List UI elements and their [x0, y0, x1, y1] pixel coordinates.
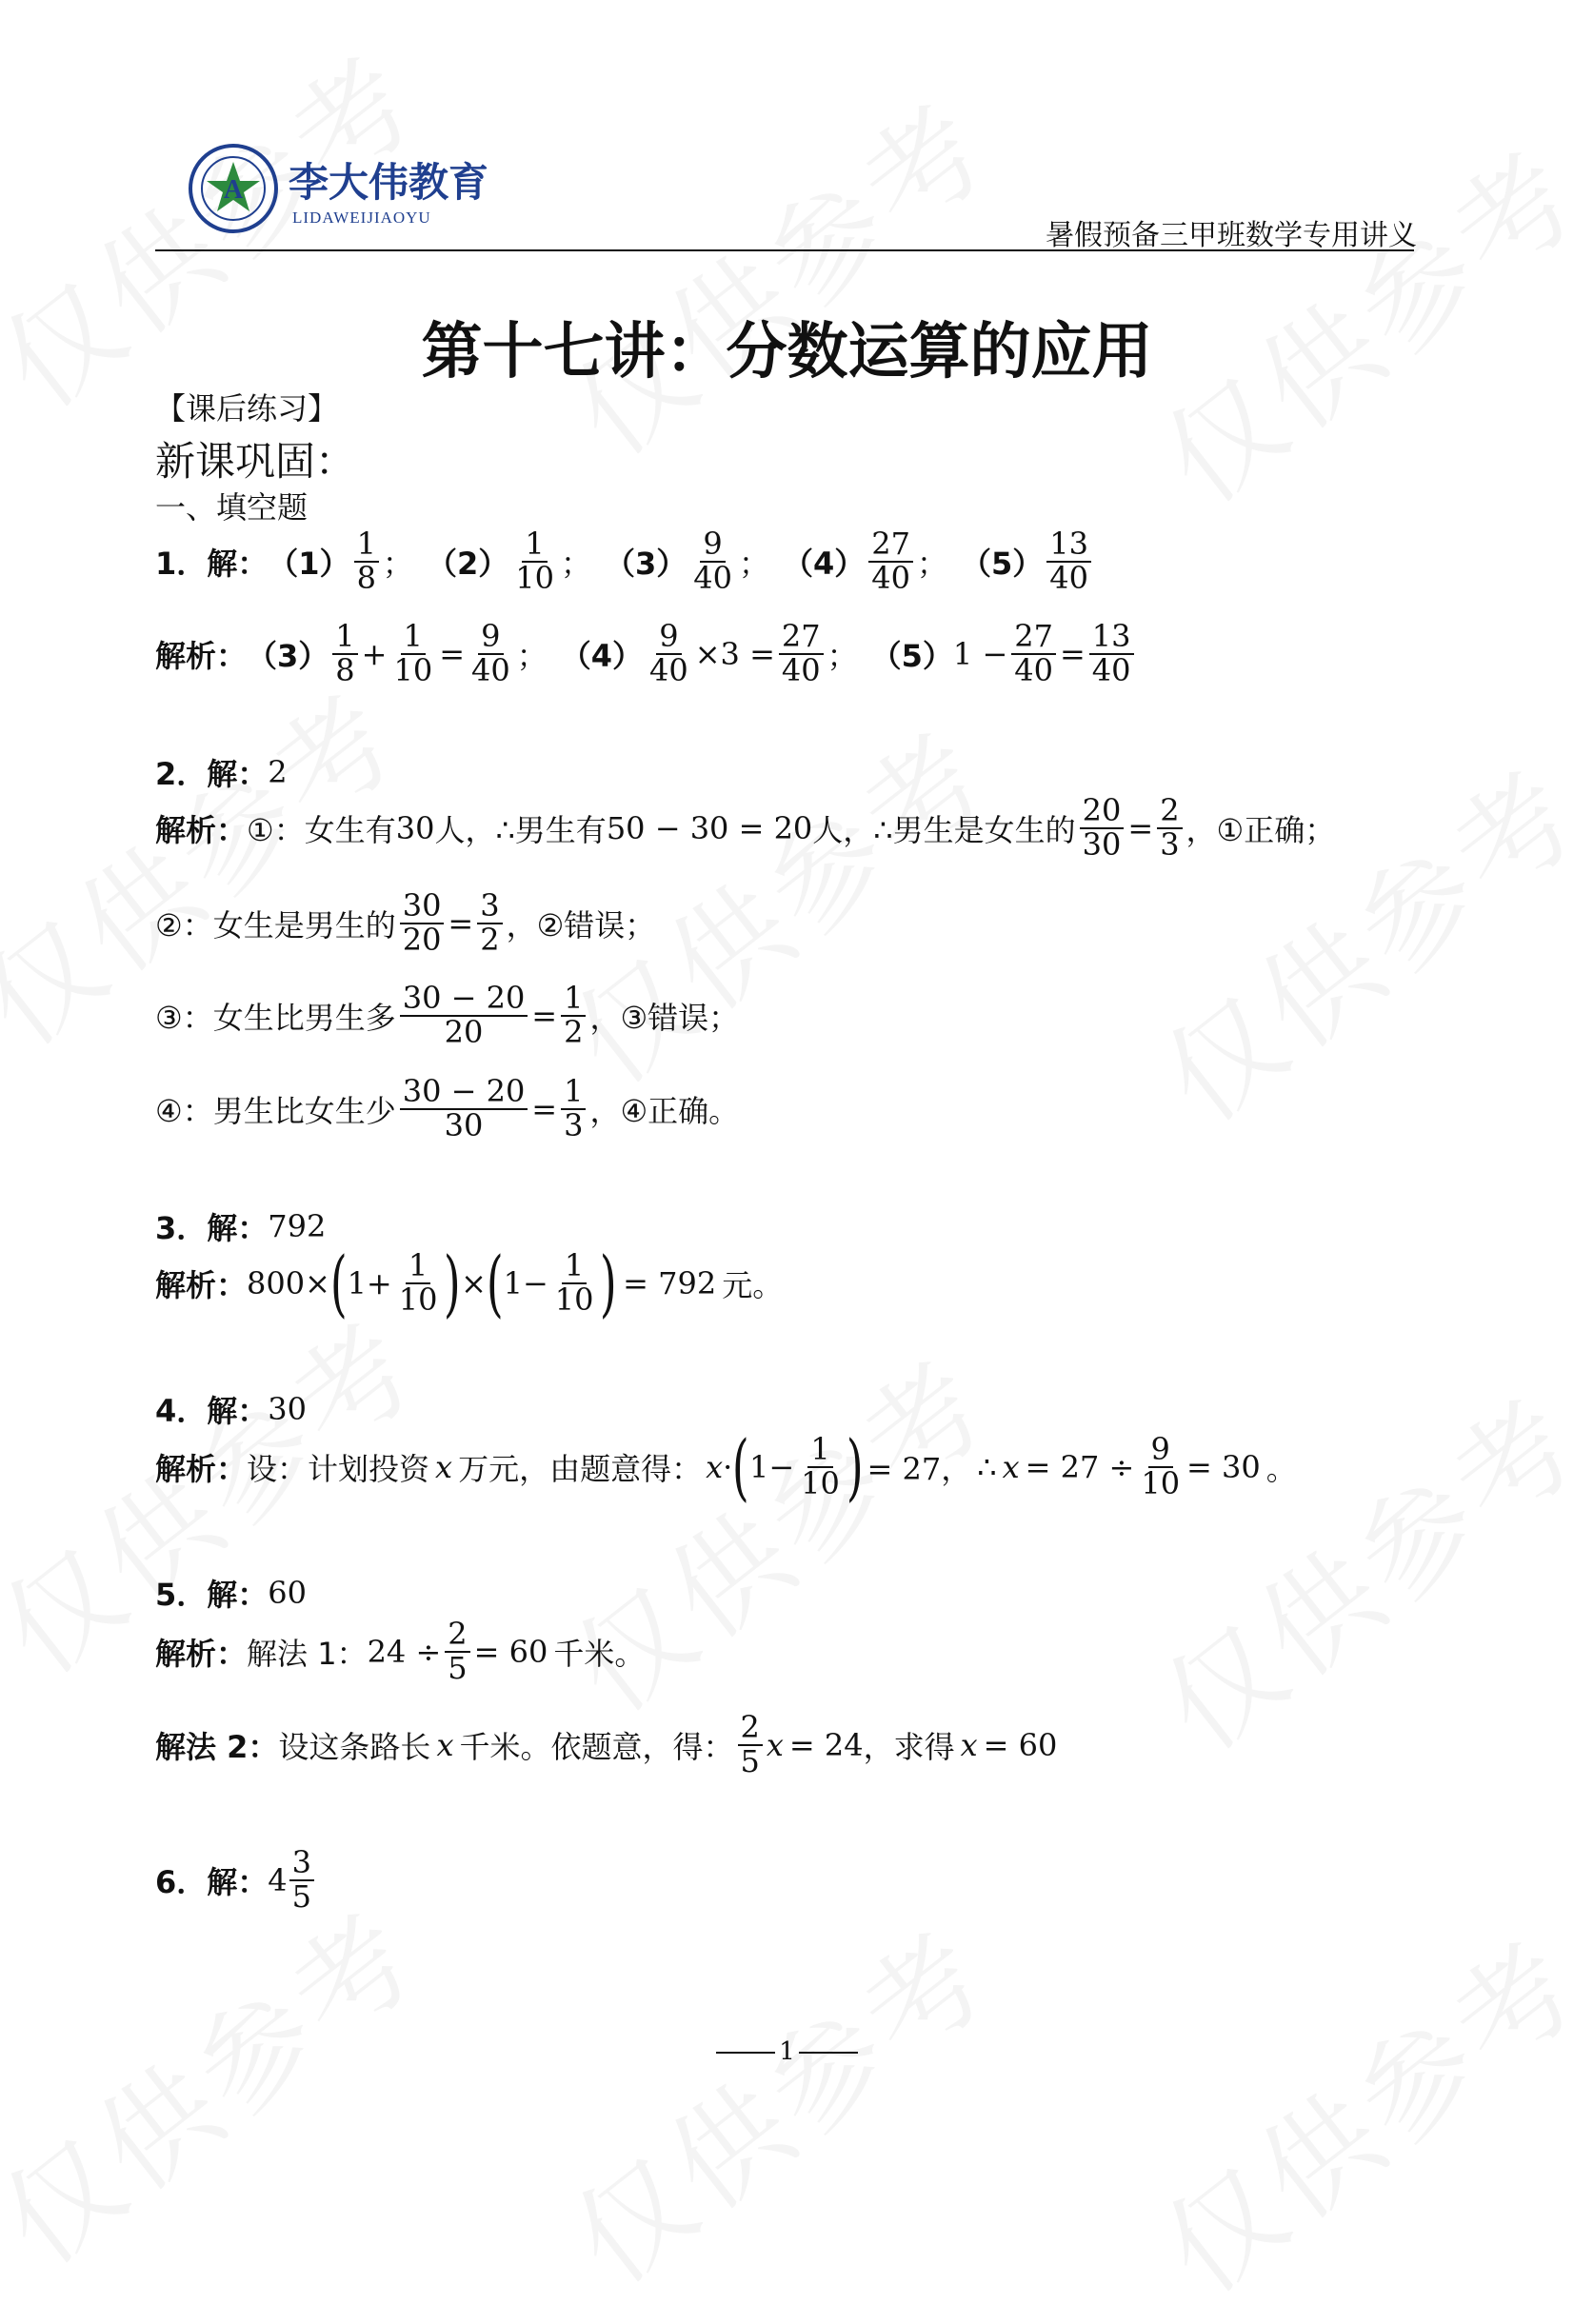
watermark: [1125, 725, 1574, 1154]
watermark: [534, 58, 1019, 487]
q2-analysis-3: ③：女生比男生多 $\frac{30 - 20}{20}$ = $\frac{1}{2}$ ，③错误；: [155, 980, 740, 1050]
q1-answer: 1．解： （1） $\frac{1}{8}$ ； （2） $\frac{1}{10}$ ； （3） $\frac{9}{40}$ ； （4） $\frac{27}{40}$ ； （5） $\frac{13}{40}$: [155, 528, 1095, 594]
watermark: [1125, 1353, 1574, 1782]
section-tag: 【课后练习】: [155, 390, 339, 427]
q3-answer: 3．解： 792: [155, 1208, 327, 1246]
watermark: [534, 1886, 1019, 2315]
fraction: $\frac{27}{40}$: [868, 528, 913, 594]
fraction: $\frac{1}{8}$: [354, 528, 379, 594]
q6-answer: 6．解： 4 $\frac{3}{5}$: [155, 1847, 318, 1913]
q5-method-1: 解析： 解法 1： 24 ÷ $\frac{2}{5}$ = 60 千米。: [155, 1616, 646, 1686]
svg-text:李大伟教育: 李大伟教育: [289, 159, 489, 206]
q2-analysis-4: ④：男生比女生少 $\frac{30 - 20}{30}$ = $\frac{1}{3}$ ，④正确。: [155, 1073, 740, 1143]
header-course-name: 暑假预备三甲班数学专用讲义: [1046, 219, 1417, 252]
watermark: [0, 1867, 448, 2296]
watermark: [1125, 1896, 1574, 2324]
part-heading: 一、填空题: [155, 489, 309, 526]
fraction: $\frac{13}{40}$: [1046, 528, 1091, 594]
q4-answer: 4．解： 30: [155, 1391, 307, 1429]
q5-answer: 5．解： 60: [155, 1575, 307, 1613]
q1-analysis: 解析： （3） $\frac{1}{8}$ + $\frac{1}{10}$ = $\frac{9}{40}$ ； （4） $\frac{9}{40}$ ×3 = $\frac{27}{40}$ ； （5） 1 − $\frac{27}{40}$ = $\frac{13}{40}$: [155, 621, 1138, 686]
page-title: 第十七讲：分数运算的应用: [421, 317, 1153, 387]
brand-logo: [186, 141, 528, 236]
svg-text:LIDAWEIJIAOYU: LIDAWEIJIAOYU: [292, 209, 431, 227]
subheading: 新课巩固：: [155, 438, 356, 485]
q2-analysis-1: 解析： ①：女生有 30 人，∴男生有 50 − 30 = 20 人，∴男生是女生的 $\frac{20}{30}$ = $\frac{2}{3}$ ，①正确；: [155, 792, 1336, 863]
q2-analysis-2: ②：女生是男生的 $\frac{30}{20}$ = $\frac{3}{2}$ ，②错误；: [155, 887, 656, 958]
page-number: 1: [779, 2037, 795, 2066]
fraction: $\frac{1}{10}$: [515, 526, 554, 596]
q2-answer: 2．解： 2: [155, 754, 288, 792]
q3-analysis: 解析： 800× ( 1+ $\frac{1}{10}$ ) × ( 1− $\frac{1}{10}$ ) = 792 元。: [155, 1241, 784, 1325]
page-footer: [0, 2037, 1574, 2066]
svg-text:A: A: [223, 175, 244, 205]
q5-method-2: 解法 2： 设这条路长 x 千米。依题意，得： $\frac{2}{5}$ x = 24 ，求得 x = 60: [155, 1709, 1058, 1779]
q4-analysis: 解析： 设：计划投资 x 万元，由题意得： x · ( 1− $\frac{1}{10}$ ) = 27， ∴ x = 27 ÷ $\frac{9}{10}$ = 30 。: [155, 1424, 1297, 1509]
header-divider: [155, 249, 1414, 251]
fraction: $\frac{9}{40}$: [693, 526, 732, 596]
